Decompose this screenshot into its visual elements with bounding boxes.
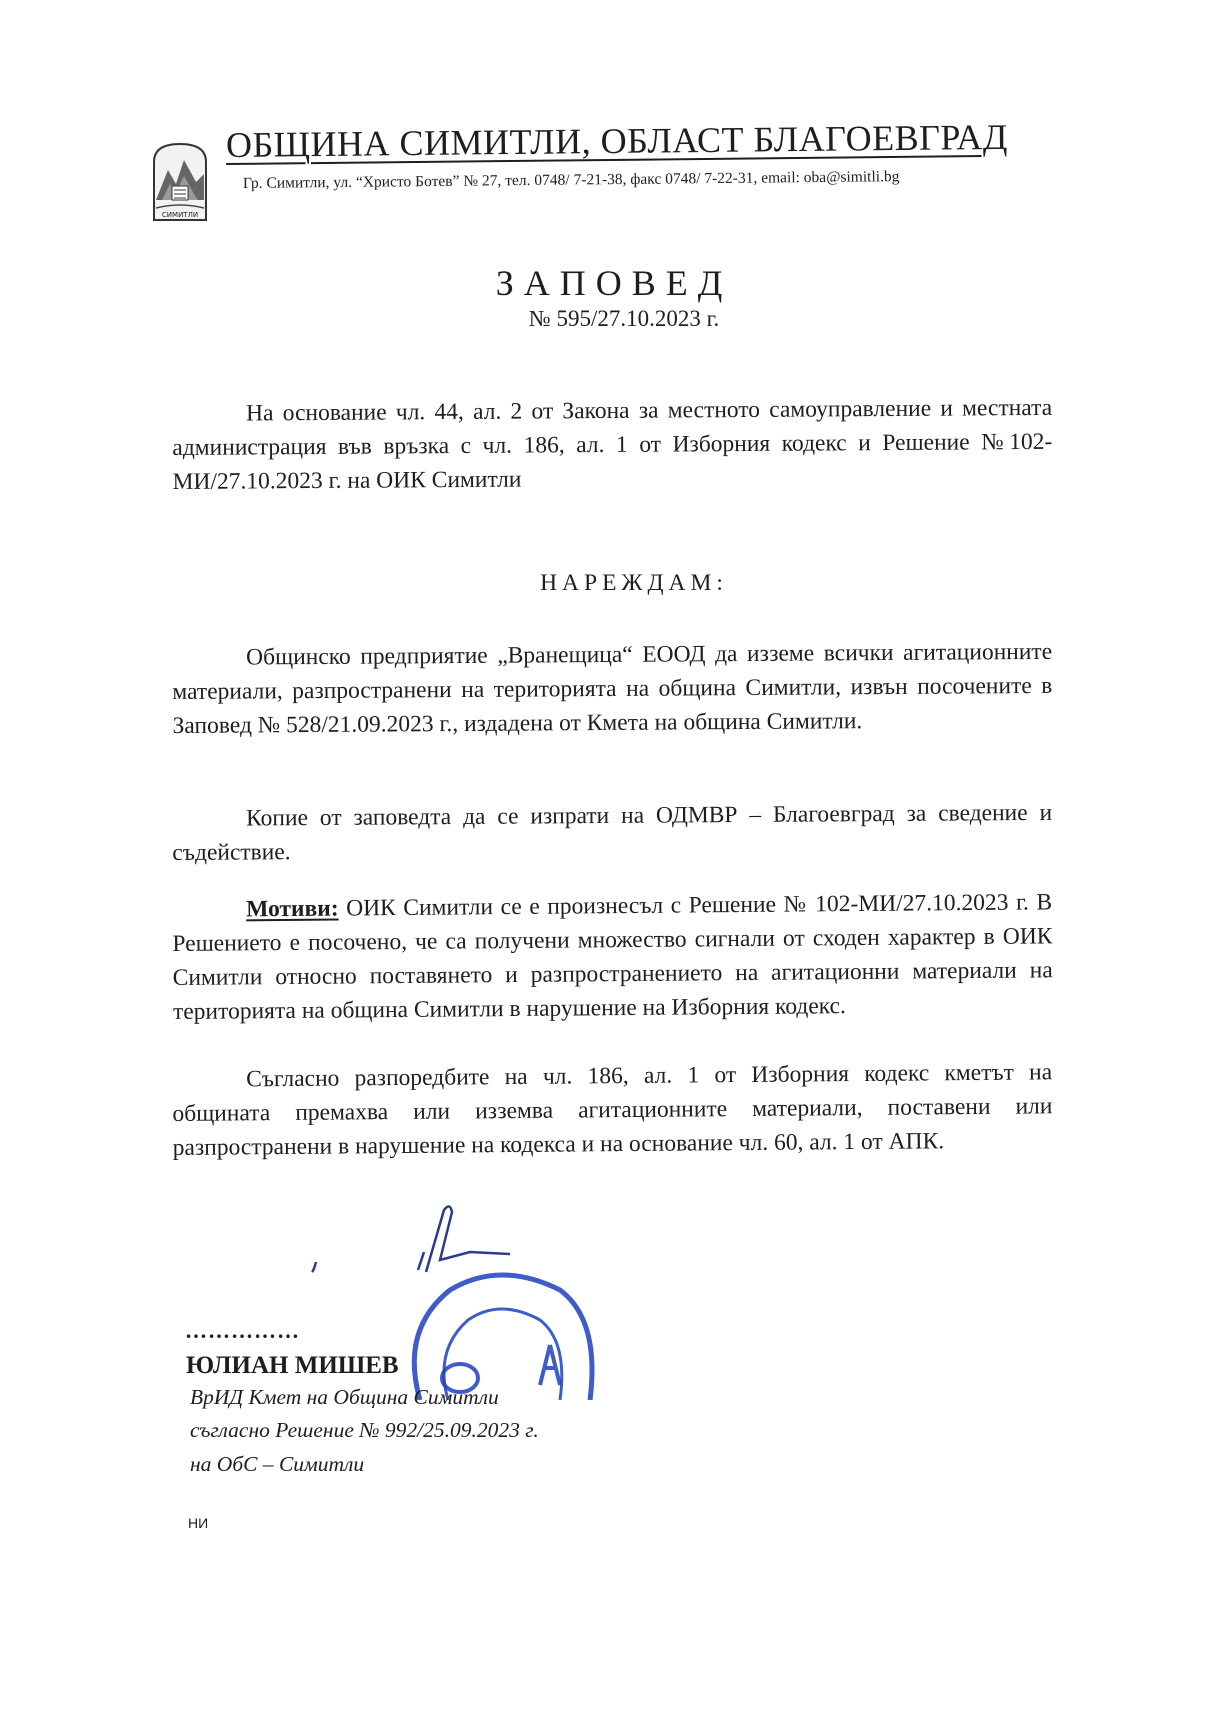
legal-basis-paragraph: На основание чл. 44, ал. 2 от Закона за местното самоуправление и местната администрация във връзка с чл. 186, ал. 1 от Изборния кодекс и Решение №102-МИ/27.10.2023 г. на ОИК Симитли — [172, 394, 1053, 495]
official-stamp-icon — [390, 1250, 610, 1400]
signatory-name: ЮЛИАН МИШЕВ — [186, 1352, 399, 1379]
signatory-title: ВрИД Кмет на Община Симитли — [190, 1385, 499, 1409]
document-number: № 595/27.10.2023 г. — [528, 306, 720, 331]
order-heading: НАРЕЖДАМ: — [540, 570, 728, 596]
order-paragraph: Общинско предприятие „Вранещица“ ЕООД да изземе всички агитационните материали, разпространени на територията на община Симитли, извън посочените в Заповед № 528/21.09.2023 г., издадена от Кмета на община Симитли. — [172, 638, 1053, 739]
emblem-caption: СИМИТЛИ — [161, 211, 199, 219]
municipality-emblem-icon — [150, 140, 210, 222]
signature-dots: …………… — [185, 1318, 300, 1343]
copy-paragraph: Копие от заповедта да се изпрати на ОДМВР – Благоевград за сведение и съдействие. — [172, 799, 1053, 866]
organization-address: Гр. Симитли, ул. “Христо Ботев” № 27, тел. 0748/ 7-21-38, факс 0748/ 7-22-31, email: oba@simitli.bg — [242, 168, 900, 192]
signatory-decision: съгласно Решение № 992/25.09.2023 г. — [190, 1418, 539, 1442]
organization-name: ОБЩИНА СИМИТЛИ, ОБЛАСТ БЛАГОЕВГРАД — [225, 116, 1009, 165]
signatory-council: на ОбС – Симитли — [190, 1452, 365, 1476]
motives-text: ОИК Симитли се е произнесъл с Решение № 102-МИ/27.10.2023 г. В Решението е посочено, че са получени множество сигнали от сходен характер в ОИК Симитли относно поставянето и разпространението на агитационни материали на територията на община Симитли в нарушение на Изборния кодекс. — [172, 889, 1053, 1025]
motives-label: Мотиви: — [246, 895, 339, 923]
motives-paragraph — [172, 885, 1053, 1029]
author-initials: НИ — [188, 1515, 209, 1531]
document-title: ЗАПОВЕД — [495, 263, 733, 303]
legal-grounds-paragraph: Съгласно разпоредбите на чл. 186, ал. 1 от Изборния кодекс кметът на общината премахва или изземва агитационните материали, поставени или разпространени в нарушение на кодекса и на основание чл. 60, ал. 1 от АПК. — [172, 1059, 1053, 1161]
